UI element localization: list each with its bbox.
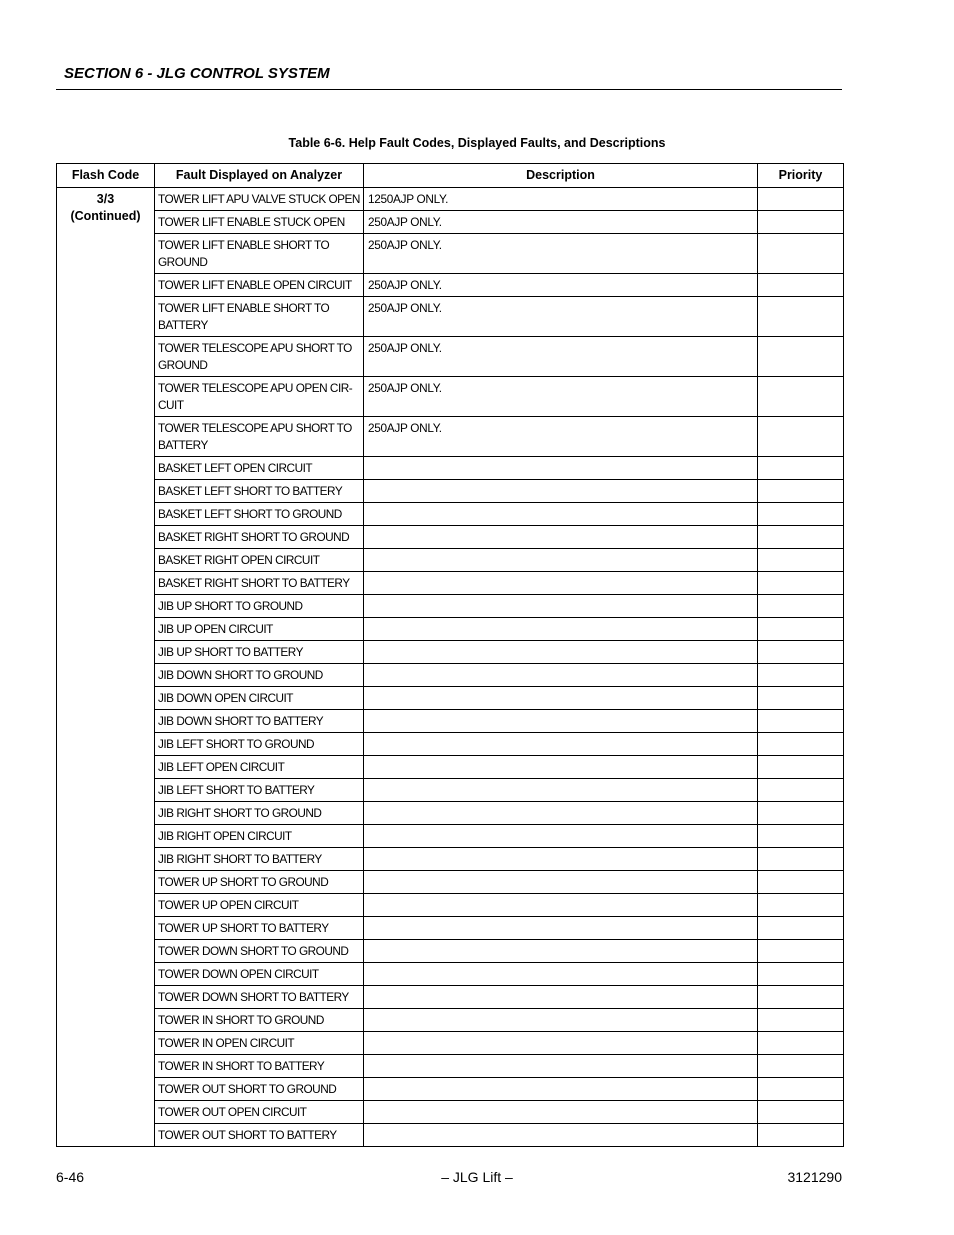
description-cell [364,1055,758,1078]
fault-cell: BASKET RIGHT SHORT TO GROUND [155,526,364,549]
table-row [57,1124,844,1147]
description-cell [364,687,758,710]
table-row [57,779,844,802]
table-row [57,457,844,480]
table-row [57,664,844,687]
description-cell: 250AJP ONLY. [364,337,758,377]
fault-cell: TOWER UP SHORT TO GROUND [155,871,364,894]
priority-cell [758,377,844,417]
fault-cell: JIB DOWN SHORT TO BATTERY [155,710,364,733]
description-cell [364,894,758,917]
description-cell: 250AJP ONLY. [364,377,758,417]
table-row [57,595,844,618]
fault-cell: TOWER LIFT ENABLE STUCK OPEN [155,211,364,234]
description-cell [364,595,758,618]
description-cell [364,572,758,595]
table-row [57,417,844,457]
description-cell [364,917,758,940]
priority-cell [758,825,844,848]
fault-cell: JIB LEFT OPEN CIRCUIT [155,756,364,779]
description-cell [364,549,758,572]
column-header-flash-code: Flash Code [57,164,155,188]
fault-cell: TOWER TELESCOPE APU SHORT TO BATTERY [155,417,364,457]
description-cell: 250AJP ONLY. [364,417,758,457]
table-row [57,1078,844,1101]
fault-cell: TOWER IN OPEN CIRCUIT [155,1032,364,1055]
description-cell [364,779,758,802]
priority-cell [758,549,844,572]
table-row [57,1032,844,1055]
fault-cell: TOWER IN SHORT TO BATTERY [155,1055,364,1078]
fault-cell: JIB LEFT SHORT TO BATTERY [155,779,364,802]
priority-cell [758,710,844,733]
table-row [57,894,844,917]
table-row [57,641,844,664]
fault-cell: BASKET LEFT SHORT TO BATTERY [155,480,364,503]
flash-code: 3/3 [96,192,115,206]
table-row [57,211,844,234]
table-row [57,572,844,595]
priority-cell [758,779,844,802]
table-row [57,188,844,211]
fault-cell: TOWER LIFT APU VALVE STUCK OPEN [155,188,364,211]
description-cell [364,618,758,641]
fault-cell: BASKET LEFT SHORT TO GROUND [155,503,364,526]
table-row [57,756,844,779]
description-cell: 250AJP ONLY. [364,234,758,274]
fault-cell: JIB UP OPEN CIRCUIT [155,618,364,641]
table-row [57,871,844,894]
description-cell: 250AJP ONLY. [364,211,758,234]
fault-cell: TOWER TELESCOPE APU SHORT TO GROUND [155,337,364,377]
footer-publisher: – JLG Lift – [441,1169,513,1185]
table-row [57,1101,844,1124]
document-number: 3121290 [787,1169,842,1185]
priority-cell [758,572,844,595]
header-divider [56,89,842,90]
table-row [57,618,844,641]
priority-cell [758,188,844,211]
table-row [57,503,844,526]
description-cell [364,825,758,848]
priority-cell [758,618,844,641]
fault-cell: JIB RIGHT SHORT TO BATTERY [155,848,364,871]
table-body [57,188,844,1147]
fault-cell: BASKET RIGHT OPEN CIRCUIT [155,549,364,572]
table-row [57,337,844,377]
description-cell [364,710,758,733]
table-row [57,986,844,1009]
priority-cell [758,234,844,274]
column-header-description: Description [364,164,758,188]
flash-code-cell [57,188,155,1147]
description-cell [364,503,758,526]
priority-cell [758,871,844,894]
table-row [57,234,844,274]
priority-cell [758,503,844,526]
priority-cell [758,940,844,963]
description-cell [364,1101,758,1124]
description-cell [364,940,758,963]
priority-cell [758,480,844,503]
fault-cell: TOWER LIFT ENABLE SHORT TO BATTERY [155,297,364,337]
page-number: 6-46 [56,1169,85,1185]
fault-cell: TOWER LIFT ENABLE OPEN CIRCUIT [155,274,364,297]
table-row [57,377,844,417]
description-cell: 1250AJP ONLY. [364,188,758,211]
description-cell [364,733,758,756]
table-row [57,917,844,940]
priority-cell [758,457,844,480]
description-cell [364,480,758,503]
description-cell [364,756,758,779]
priority-cell [758,297,844,337]
table-row [57,297,844,337]
fault-cell: TOWER TELESCOPE APU OPEN CIR-CUIT [155,377,364,417]
priority-cell [758,986,844,1009]
table-row [57,480,844,503]
fault-cell: TOWER DOWN SHORT TO BATTERY [155,986,364,1009]
table-row [57,687,844,710]
fault-cell: JIB LEFT SHORT TO GROUND [155,733,364,756]
priority-cell [758,1032,844,1055]
description-cell [364,1009,758,1032]
description-cell [364,848,758,871]
priority-cell [758,664,844,687]
table-row [57,940,844,963]
fault-codes-table [56,163,844,1147]
table-title: Table 6-6. Help Fault Codes, Displayed Faults, and Descriptions [288,136,666,150]
priority-cell [758,756,844,779]
fault-cell: TOWER DOWN OPEN CIRCUIT [155,963,364,986]
fault-cell: JIB DOWN SHORT TO GROUND [155,664,364,687]
table-header-row [57,164,844,188]
description-cell [364,1078,758,1101]
fault-cell: TOWER IN SHORT TO GROUND [155,1009,364,1032]
priority-cell [758,848,844,871]
fault-cell: JIB RIGHT OPEN CIRCUIT [155,825,364,848]
description-cell: 250AJP ONLY. [364,297,758,337]
column-header-fault: Fault Displayed on Analyzer [155,164,364,188]
table-row [57,963,844,986]
priority-cell [758,337,844,377]
description-cell [364,986,758,1009]
table-row [57,802,844,825]
priority-cell [758,894,844,917]
description-cell [364,641,758,664]
table-row [57,848,844,871]
fault-cell: TOWER OUT SHORT TO BATTERY [155,1124,364,1147]
priority-cell [758,1124,844,1147]
fault-cell: JIB UP SHORT TO BATTERY [155,641,364,664]
fault-cell: TOWER UP SHORT TO BATTERY [155,917,364,940]
table-row [57,274,844,297]
fault-cell: TOWER OUT SHORT TO GROUND [155,1078,364,1101]
fault-cell: TOWER OUT OPEN CIRCUIT [155,1101,364,1124]
fault-cell: BASKET RIGHT SHORT TO BATTERY [155,572,364,595]
table-row [57,825,844,848]
fault-cell: TOWER LIFT ENABLE SHORT TO GROUND [155,234,364,274]
description-cell [364,963,758,986]
section-title: SECTION 6 - JLG CONTROL SYSTEM [64,65,330,82]
description-cell [364,664,758,687]
table-row [57,710,844,733]
priority-cell [758,1009,844,1032]
fault-cell: TOWER UP OPEN CIRCUIT [155,894,364,917]
priority-cell [758,1101,844,1124]
table-row [57,733,844,756]
priority-cell [758,1055,844,1078]
priority-cell [758,1078,844,1101]
priority-cell [758,641,844,664]
table-row [57,549,844,572]
fault-cell: JIB RIGHT SHORT TO GROUND [155,802,364,825]
priority-cell [758,733,844,756]
description-cell [364,1124,758,1147]
description-cell: 250AJP ONLY. [364,274,758,297]
priority-cell [758,595,844,618]
priority-cell [758,211,844,234]
priority-cell [758,526,844,549]
description-cell [364,1032,758,1055]
fault-cell: JIB UP SHORT TO GROUND [155,595,364,618]
priority-cell [758,417,844,457]
fault-cell: JIB DOWN OPEN CIRCUIT [155,687,364,710]
priority-cell [758,917,844,940]
fault-cell: TOWER DOWN SHORT TO GROUND [155,940,364,963]
table-row [57,526,844,549]
priority-cell [758,687,844,710]
priority-cell [758,802,844,825]
table-row [57,1009,844,1032]
description-cell [364,802,758,825]
fault-cell: BASKET LEFT OPEN CIRCUIT [155,457,364,480]
priority-cell [758,274,844,297]
table-row [57,1055,844,1078]
priority-cell [758,963,844,986]
column-header-priority: Priority [758,164,844,188]
description-cell [364,871,758,894]
description-cell [364,457,758,480]
flash-code-note: (Continued) [70,209,141,223]
description-cell [364,526,758,549]
